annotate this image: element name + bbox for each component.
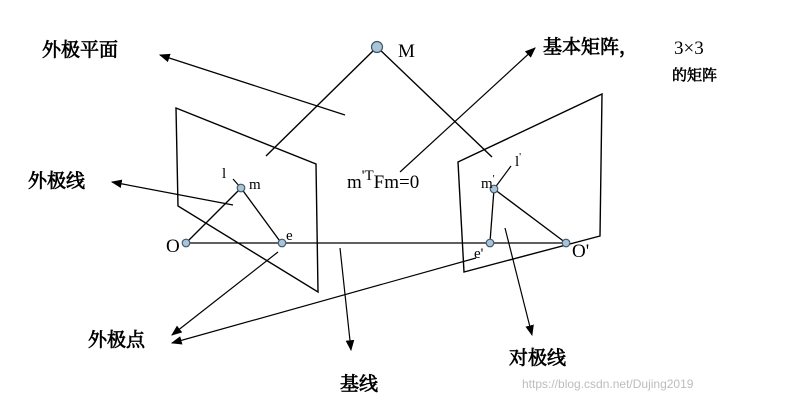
equation-superscript: 'T [361, 168, 374, 184]
point-right-O [562, 239, 570, 247]
label-conjugate-epipolar-line: 对极线 [509, 347, 567, 369]
label-baseline: 基线 [340, 373, 379, 395]
left-image-plane [176, 108, 318, 292]
right-epipolar-segment [490, 189, 494, 242]
label-right-e: e' [474, 246, 484, 262]
equation-prefix: m [347, 172, 362, 193]
label-left-O: O [166, 236, 180, 257]
equation [347, 168, 419, 193]
label-right-l [515, 151, 521, 170]
label-left-m: m [249, 177, 261, 193]
arrow-conjugate-epipolar-line [505, 228, 532, 335]
label-epipolar-line: 外极线 [28, 170, 86, 192]
label-left-e: e [286, 228, 293, 244]
label-left-l: l [222, 166, 227, 182]
label-right-m-prime: ' [492, 173, 495, 185]
label-matrix-suffix: 的矩阵 [672, 66, 718, 84]
ray-left-to-M [266, 47, 377, 156]
arrow-epipole-right [172, 258, 476, 343]
point-left-e [278, 239, 286, 247]
arrow-baseline [340, 248, 351, 350]
label-right-m-base: m [481, 176, 493, 192]
point-M [372, 42, 383, 53]
label-matrix-size: 3×3 [674, 38, 704, 59]
left-epipolar-segment [241, 188, 282, 244]
watermark: https://blog.csdn.net/Dujing2019 [522, 377, 694, 391]
label-epipolar-plane: 外极平面 [42, 39, 119, 61]
label-point-M: M [398, 41, 415, 62]
equation-rest: Fm=0 [373, 172, 420, 193]
label-right-l-prime: ' [519, 151, 522, 163]
arrow-epipole-left [172, 252, 278, 335]
label-right-l-base: l [515, 154, 520, 170]
label-fundamental-matrix: 基本矩阵， [543, 36, 639, 58]
point-left-O [182, 239, 190, 247]
label-right-O: O' [572, 241, 590, 262]
point-left-m [237, 184, 245, 192]
arrow-epipolar-plane [160, 55, 345, 115]
right-ray-O-m [494, 189, 566, 243]
label-epipole: 外极点 [88, 329, 146, 351]
point-right-e [486, 239, 494, 247]
arrow-epipolar-line [112, 182, 233, 205]
label-right-m [481, 173, 495, 192]
